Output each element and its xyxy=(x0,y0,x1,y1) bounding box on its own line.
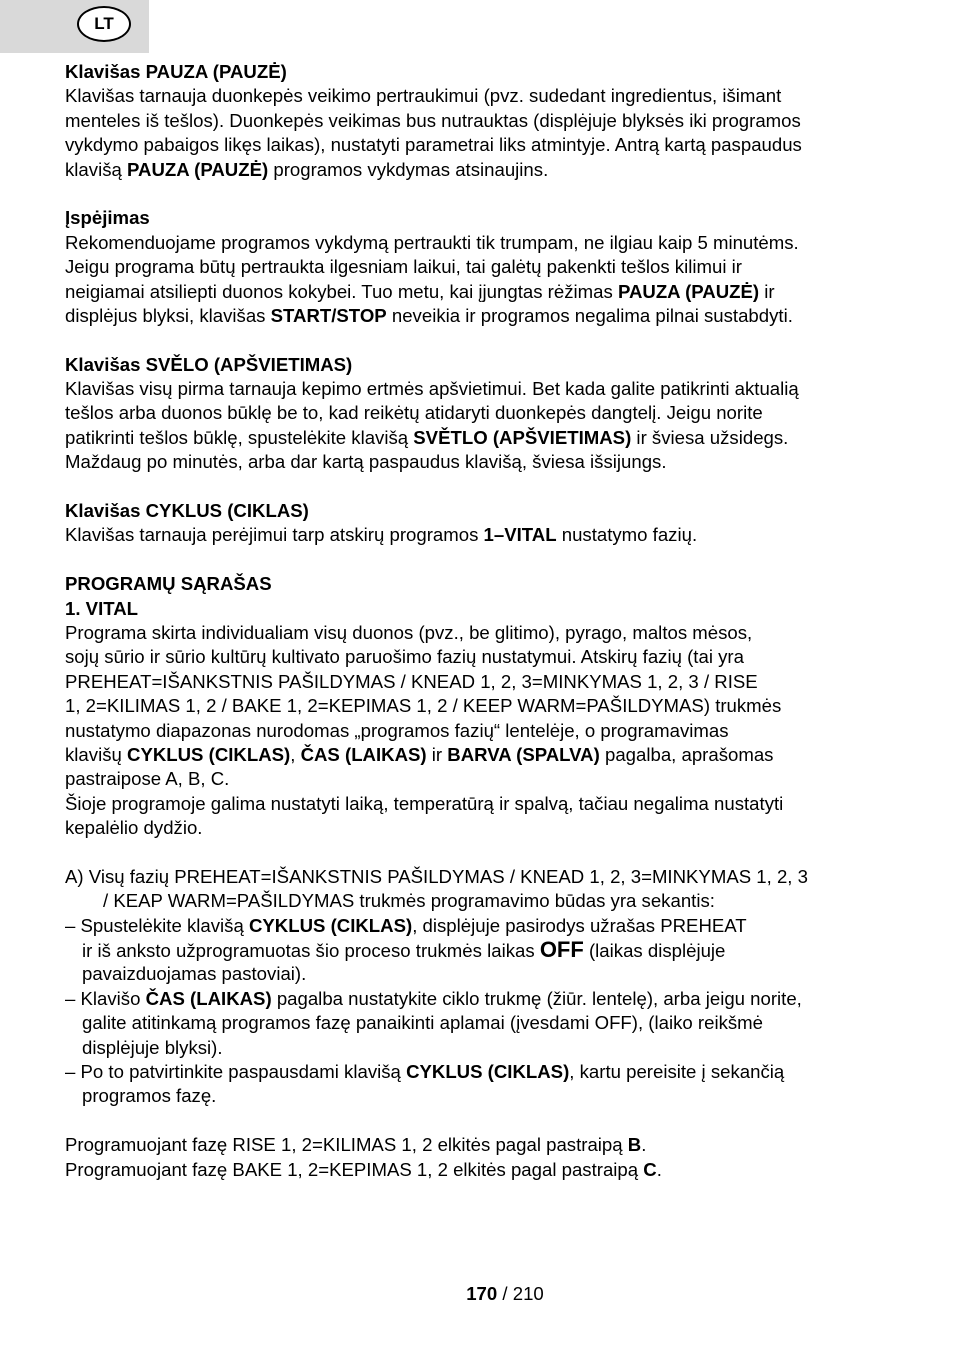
text-line xyxy=(65,304,895,328)
bold-text: ČAS (LAIKAS) xyxy=(145,987,272,1009)
text-line xyxy=(65,767,895,791)
text-span: 1, 2=KILIMAS 1, 2 / BAKE 1, 2=KEPIMAS 1, 2 / KEEP WARM=PAŠILDYMAS) trukmės xyxy=(65,695,782,717)
text-span: Programa skirta individualiam visų duonos (pvz., be glitimo), pyrago, maltos mėsos, xyxy=(65,621,753,643)
text-line xyxy=(65,1133,895,1157)
section-heading-text: Klavišas SVĚLO (APŠVIETIMAS) xyxy=(65,353,353,375)
section-heading xyxy=(65,499,895,523)
text-span: Klavišas tarnauja duonkepės veikimo pertraukimui (pvz. sudedant ingredientus, išimant xyxy=(65,85,782,107)
bold-text: CYKLUS (CIKLAS) xyxy=(406,1061,570,1083)
document-body xyxy=(65,60,895,1182)
text-span: displėjuje blyksi). xyxy=(82,1036,223,1058)
section-heading xyxy=(65,60,895,84)
text-span: nustatymo fazių. xyxy=(556,524,698,546)
language-badge: LT xyxy=(77,6,131,42)
text-line xyxy=(65,1060,895,1084)
text-line xyxy=(65,1084,895,1108)
text-span: patikrinti tešlos būklę, spustelėkite klavišą xyxy=(65,426,414,448)
text-span: pavaizduojamas pastoviai). xyxy=(82,963,307,985)
text-line xyxy=(65,109,895,133)
bold-text: PAUZA (PAUZĖ) xyxy=(127,158,269,180)
text-span: ir xyxy=(759,280,775,302)
text-span: Rekomenduojame programos vykdymą pertraukti tik trumpam, ne ilgiau kaip 5 minutėms. xyxy=(65,231,799,253)
bold-text: PAUZA (PAUZĖ) xyxy=(617,280,760,302)
text-line xyxy=(65,914,895,938)
text-line xyxy=(65,889,895,913)
text-line xyxy=(65,743,895,767)
text-line xyxy=(65,962,895,986)
section-heading-text: Klavišas PAUZA (PAUZĖ) xyxy=(65,61,287,82)
text-line xyxy=(65,987,895,1011)
text-span: menteles iš tešlos). Duonkepės veikimas bus nutrauktas (displėjuje blyksės iki programos xyxy=(65,109,801,131)
program-subheading-text: 1. VITAL xyxy=(65,597,139,619)
current-page: 170 xyxy=(466,1283,498,1304)
text-line xyxy=(65,231,895,255)
paragraph-gap xyxy=(65,841,895,865)
paragraph-gap xyxy=(65,1109,895,1133)
text-line xyxy=(65,158,895,182)
text-span: – Klavišo xyxy=(65,987,146,1009)
text-span: klavišų xyxy=(65,743,128,765)
text-line xyxy=(65,401,895,425)
section-heading xyxy=(65,353,895,377)
text-span: Klavišas visų pirma tarnauja kepimo ertmės apšvietimui. Bet kada galite patikrinti aktualią xyxy=(65,378,799,400)
text-line xyxy=(65,255,895,279)
text-line xyxy=(65,523,895,547)
section-heading xyxy=(65,206,895,230)
text-line xyxy=(65,670,895,694)
text-span: programos vykdymas atsinaujins. xyxy=(268,158,549,180)
paragraph-gap xyxy=(65,548,895,572)
text-span: Šioje programoje galima nustatyti laiką, temperatūrą ir spalvą, tačiau negalima nustatyti xyxy=(65,792,784,814)
text-span: , displėjuje pasirodys užrašas PREHEAT xyxy=(412,914,747,936)
text-span: . xyxy=(641,1134,647,1156)
text-line xyxy=(65,645,895,669)
text-span: ir iš anksto užprogramuotas šio proceso trukmės laikas xyxy=(82,940,540,962)
text-span: PREHEAT=IŠANKSTNIS PAŠILDYMAS / KNEAD 1, 2, 3=MINKYMAS 1, 2, 3 / RISE xyxy=(65,670,758,692)
text-line xyxy=(65,426,895,450)
text-line xyxy=(65,694,895,718)
text-span: Klavišas tarnauja perėjimui tarp atskirų programos xyxy=(65,524,484,546)
text-span: neigiamai atsiliepti duonos kokybei. Tuo metu, kai įjungtas rėžimas xyxy=(65,280,618,302)
text-line xyxy=(65,450,895,474)
text-line xyxy=(65,1036,895,1060)
bold-text: 1–VITAL xyxy=(483,524,557,546)
bold-text: BARVA (SPALVA) xyxy=(447,743,600,765)
text-line xyxy=(65,938,895,962)
bold-text: OFF xyxy=(539,937,584,963)
program-list-heading-text: PROGRAMŲ SĄRAŠAS xyxy=(65,573,272,595)
text-span: Jeigu programa būtų pertraukta ilgesniam laikui, tai galėtų pakenkti tešlos kilimui ir xyxy=(65,256,742,278)
text-span: Maždaug po minutės, arba dar kartą paspaudus klavišą, šviesa išsijungs. xyxy=(65,451,667,473)
text-span: sojų sūrio ir sūrio kultūrų kultivato paruošimo fazių nustatymui. Atskirų fazių (tai yra xyxy=(65,646,744,668)
text-line xyxy=(65,621,895,645)
text-span: displėjus blyksi, klavišas xyxy=(65,304,271,326)
text-line xyxy=(65,1158,895,1182)
text-span: A) Visų fazių PREHEAT=IŠANKSTNIS PAŠILDYMAS / KNEAD 1, 2, 3=MINKYMAS 1, 2, 3 xyxy=(65,865,808,887)
text-span: klavišą xyxy=(65,158,128,180)
text-span: tešlos arba duonos būklę be to, kad reikėtų atidaryti duonkepės dangtelį. Jeigu norite xyxy=(65,402,763,424)
text-span: pagalba nustatykite ciklo trukmę (žiūr. lentelę), arba jeigu norite, xyxy=(271,987,802,1009)
text-span: programos fazę. xyxy=(82,1085,217,1107)
text-span: nustatymo diapazonas nurodomas „programos fazių“ lentelėje, o programavimas xyxy=(65,719,729,741)
text-span: pagalba, aprašomas xyxy=(599,743,774,765)
section-heading-text: Įspėjimas xyxy=(65,207,150,229)
text-span: – Po to patvirtinkite paspausdami klavišą xyxy=(65,1061,407,1083)
text-span: kepalėlio dydžio. xyxy=(65,817,203,839)
bold-text: SVĚTLO (APŠVIETIMAS) xyxy=(413,426,632,448)
paragraph-gap xyxy=(65,182,895,206)
text-span: Programuojant fazę BAKE 1, 2=KEPIMAS 1, 2 elkitės pagal pastraipą xyxy=(65,1158,644,1180)
paragraph-gap xyxy=(65,328,895,352)
text-line xyxy=(65,280,895,304)
text-line xyxy=(65,84,895,108)
text-span: Programuojant fazę RISE 1, 2=KILIMAS 1, 2 elkitės pagal pastraipą xyxy=(65,1134,628,1156)
program-subheading xyxy=(65,597,895,621)
section-heading-text: Klavišas CYKLUS (CIKLAS) xyxy=(65,500,309,522)
text-span: vykdymo pabaigos likęs laikas), nustatyti parametrai liks atmintyje. Antrą kartą paspaudus xyxy=(65,134,802,156)
bold-text: B xyxy=(627,1134,642,1156)
text-line xyxy=(65,865,895,889)
bold-text: ČAS (LAIKAS) xyxy=(300,743,427,765)
text-line xyxy=(65,133,895,157)
bold-text: C xyxy=(643,1158,657,1180)
text-span: / KEAP WARM=PAŠILDYMAS trukmės programavimo būdas yra sekantis: xyxy=(103,890,715,912)
paragraph-gap xyxy=(65,475,895,499)
total-pages: / 210 xyxy=(497,1283,544,1304)
text-line xyxy=(65,377,895,401)
language-tab xyxy=(0,0,149,53)
page-number xyxy=(0,1283,954,1305)
text-span: – Spustelėkite klavišą xyxy=(65,914,249,936)
text-span: pastraipose A, B, C. xyxy=(65,768,230,790)
text-line xyxy=(65,816,895,840)
text-span: neveikia ir programos negalima pilnai sustabdyti. xyxy=(386,304,793,326)
text-span: , kartu pereisite į sekančią xyxy=(569,1061,785,1083)
program-list-heading xyxy=(65,572,895,596)
bold-text: CYKLUS (CIKLAS) xyxy=(127,743,291,765)
bold-text: CYKLUS (CIKLAS) xyxy=(248,914,413,936)
text-span: galite atitinkamą programos fazę panaikinti aplamai (įvesdami OFF), (laiko reikšmė xyxy=(82,1012,763,1034)
text-span: (laikas displėjuje xyxy=(583,940,726,962)
text-span: , xyxy=(290,743,301,765)
bold-text: START/STOP xyxy=(270,304,387,326)
text-span: . xyxy=(656,1158,662,1180)
text-line xyxy=(65,719,895,743)
text-span: ir xyxy=(426,743,448,765)
text-line xyxy=(65,1011,895,1035)
text-line xyxy=(65,792,895,816)
text-span: ir šviesa užsidegs. xyxy=(631,426,789,448)
